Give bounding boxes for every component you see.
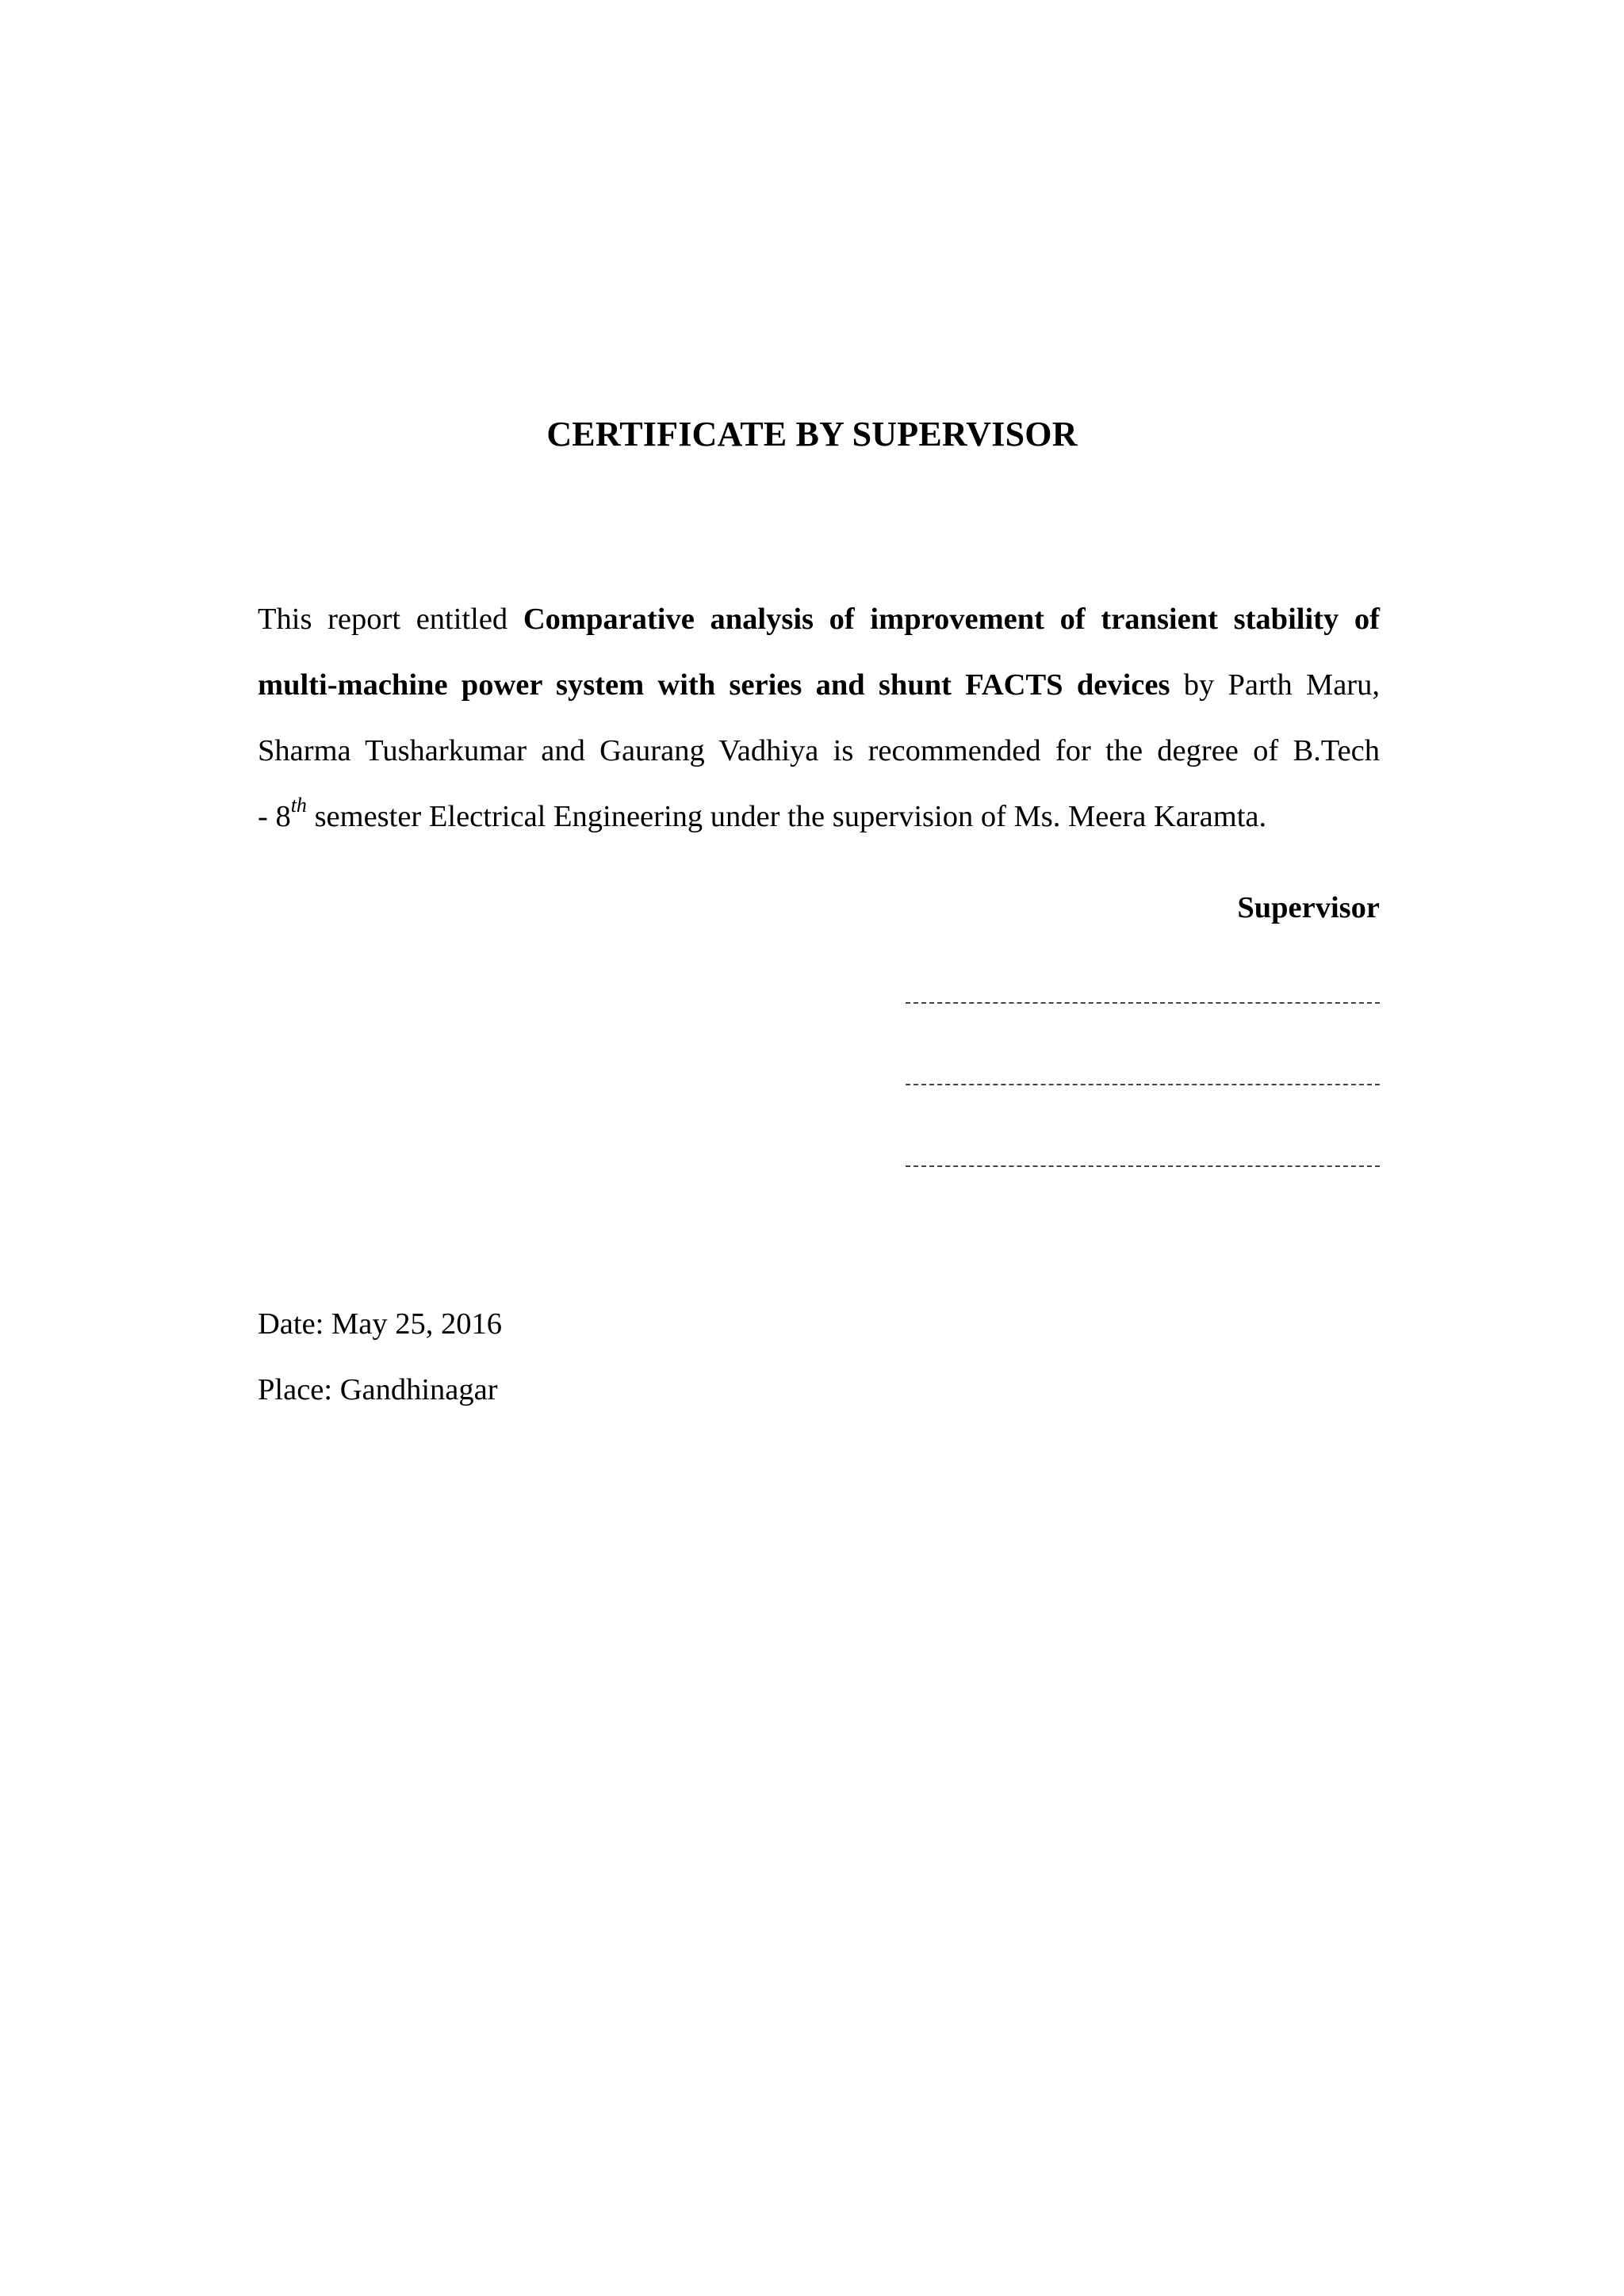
body-line-1 — [258, 587, 1380, 652]
report-title-part-1: Comparative analysis of improvement of transient stability of — [523, 603, 1380, 636]
signature-line — [906, 1084, 1380, 1085]
page-title: CERTIFICATE BY SUPERVISOR — [546, 415, 1078, 453]
ordinal-superscript: th — [290, 794, 307, 817]
signature-line — [906, 1165, 1380, 1167]
signature-line — [906, 1002, 1380, 1004]
certificate-body — [258, 587, 1380, 850]
place-line: Place: Gandhinagar — [258, 1373, 498, 1406]
body-line-2 — [258, 652, 1380, 718]
authors-text-part-1: by Parth Maru, — [1170, 668, 1380, 702]
body-intro-text: This report entitled — [258, 603, 523, 636]
supervisor-label: Supervisor — [1237, 891, 1380, 924]
date-line: Date: May 25, 2016 — [258, 1307, 502, 1341]
report-title-part-2: multi-machine power system with series and shunt FACTS devices — [258, 668, 1170, 702]
body-line-3: Sharma Tusharkumar and Gaurang Vadhiya is recommended for the degree of B.Tech — [258, 734, 1380, 767]
supervision-text: semester Electrical Engineering under the supervision of Ms. Meera Karamta. — [306, 800, 1267, 833]
semester-prefix: - 8 — [258, 800, 291, 833]
body-line-4 — [258, 784, 1380, 850]
